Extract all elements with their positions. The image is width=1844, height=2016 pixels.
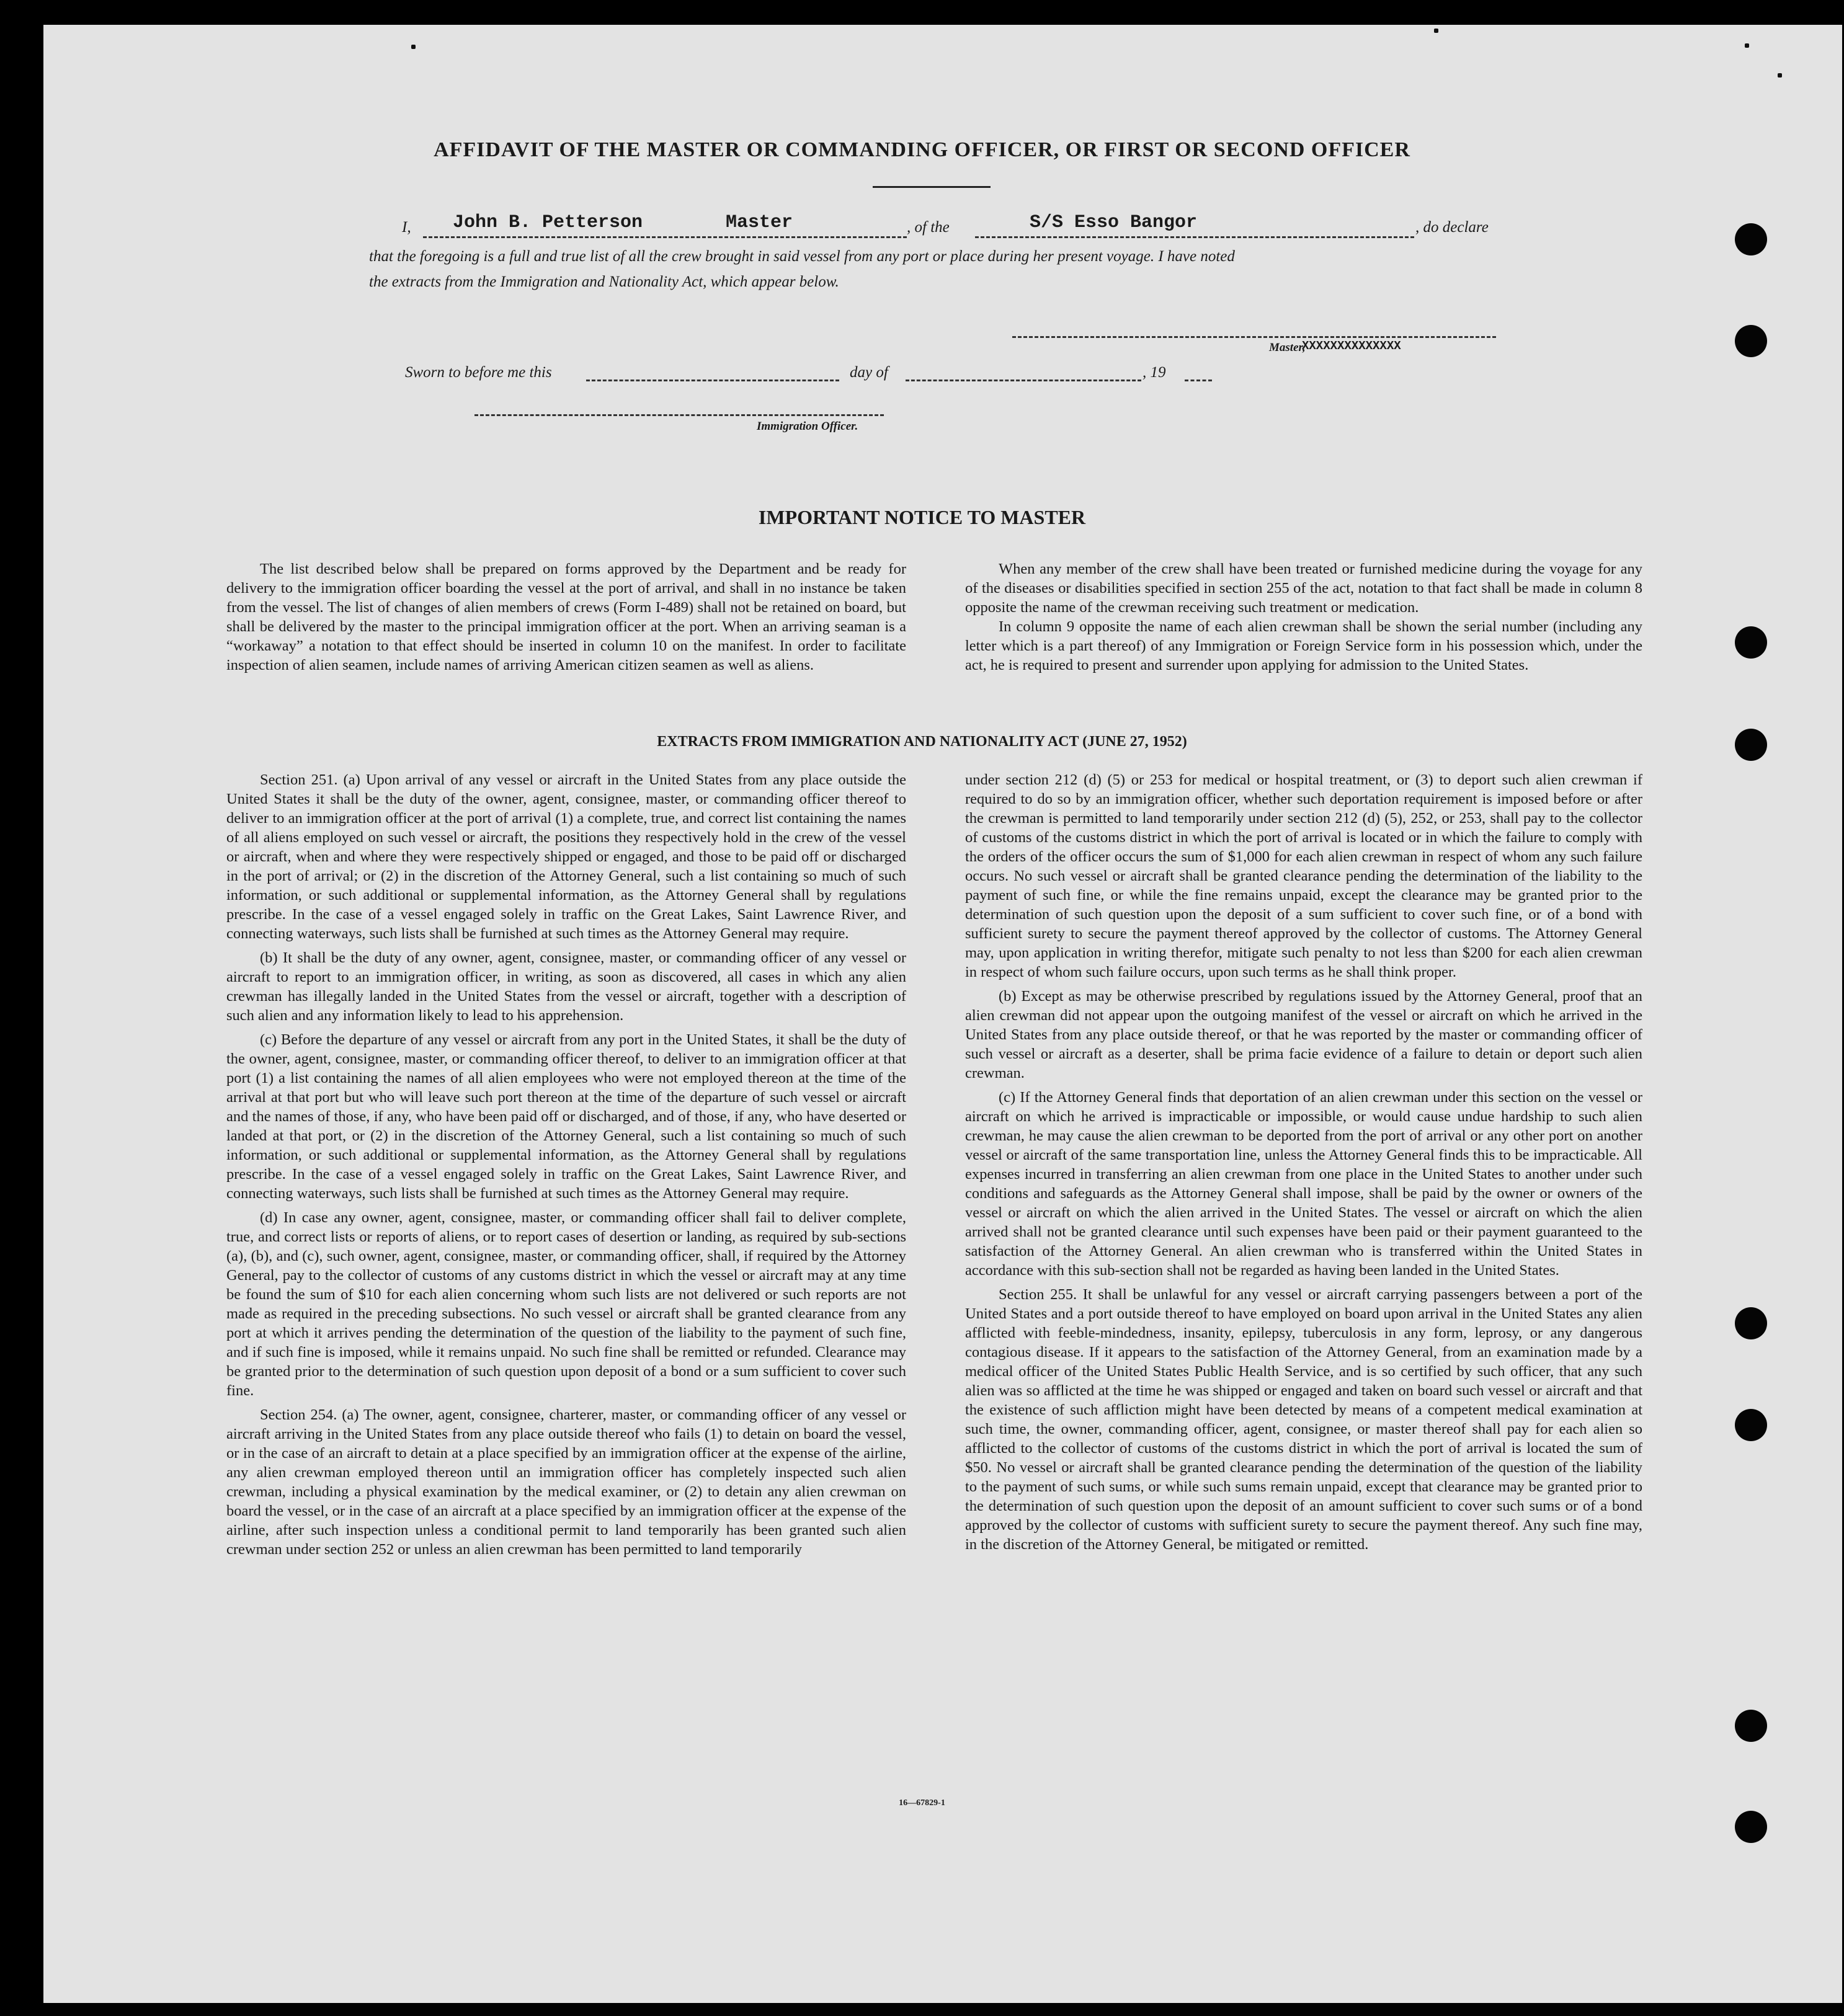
extract-paragraph: (c) If the Attorney General finds that deportation of an alien crewman under this section on the vessel or aircraft on which he arrived is impracticable or impossible, or would cause undue hardship to such alien crewman, he may cause the alien crewman to be deported from the port of arrival or any other port on another vessel or aircraft of the same transportation line, unless the Attorney General finds this to be impracticable. All expenses incurred in transferring an alien crewman from one place in the United States to another under such conditions and safeguards as the Attorney General shall impose, shall be paid by the owner or owners of the vessel or aircraft on which the alien arrived in the United States. The vessel or aircraft on which the alien arrived shall not be granted clearance until such expenses have been paid or their payment guaranteed to the satisfaction of the Attorney General. An alien crewman who is transferred within the United States in accordance with this sub-section shall not be regarded as having been landed in the United States.	[965, 1089, 1642, 1279]
notice-right-column	[965, 559, 1642, 680]
day-of-label: day of	[850, 364, 888, 381]
name-rank-field-line	[423, 236, 907, 238]
notice-paragraph: When any member of the crew shall have been treated or furnished medicine during the voyage for any of the diseases or disabilities specified in section 255 of the act, notation to that fact shall be made in column 8 opposite the name of the crewman receiving such treatment or medication.	[965, 561, 1642, 616]
rank-field: Master	[726, 212, 793, 233]
extracts-right-column	[965, 770, 1642, 1559]
sworn-year-field-line	[1185, 380, 1212, 381]
extracts-heading: EXTRACTS FROM IMMIGRATION AND NATIONALITY ACT (JUNE 27, 1952)	[657, 734, 1187, 750]
form-title: AFFIDAVIT OF THE MASTER OR COMMANDING OFFICER, OR FIRST OR SECOND OFFICER	[434, 138, 1410, 161]
extract-paragraph: Section 255. It shall be unlawful for any vessel or aircraft carrying passengers between a port of the United States and a port outside thereof to have employed on board upon arrival in the United States any alien afflicted with feeble-mindedness, insanity, epilepsy, tuberculosis in any form, leprosy, or any dangerous contagious disease. If it appears to the satisfaction of the Attorney General, from an examination made by a medical officer of the United States Public Health Service, and is so certified by such officer, that any such alien was so afflicted at the time he was shipped or engaged and taken on board such vessel or aircraft and that the existence of such affliction might have been detected by means of a competent medical examination at such time, the owner, commanding officer, agent, consignee, or master thereof shall pay for each alien so afflicted to the collector of customs of the customs district in which the port of arrival is located the sum of $50. No vessel or aircraft shall be granted clearance pending the determination of the question of the liability to the payment of such sums, or while such sums remain unpaid, except that clearance may be granted prior to the determination of such question upon the deposit of an amount sufficient to cover such sums or of a bond approved by the collector of customs with sufficient surety to secure the payment thereof. Any such fine may, in the discretion of the Attorney General, be mitigated or remitted.	[965, 1286, 1642, 1553]
scan-speck	[1745, 43, 1749, 48]
immigration-officer-signature-line	[474, 414, 884, 416]
do-declare-label: , do declare	[1415, 219, 1489, 236]
binder-hole	[1735, 1409, 1767, 1441]
sworn-day-field-line	[586, 380, 839, 381]
year-label: , 19	[1142, 364, 1166, 381]
binder-hole	[1735, 325, 1767, 357]
notice-paragraph: In column 9 opposite the name of each alien crewman shall be shown the serial number (including any letter which is a part thereof) of any Immigration or Foreign Service form in his possession which, under the act, he is required to present and surrender upon applying for admission to the United States.	[965, 618, 1642, 673]
extracts-left-column	[226, 770, 906, 1564]
master-signature-line	[1012, 336, 1496, 338]
extract-paragraph: (b) It shall be the duty of any owner, agent, consignee, master, or commanding officer of any vessel or aircraft to report to an immigration officer, in writing, as soon as discovered, all cases in which any alien crewman has illegally landed in the United States from the vessel or aircraft, together with a description of such alien and any information likely to lead to his apprehension.	[226, 949, 906, 1024]
notice-paragraph: The list described below shall be prepared on forms approved by the Department and be ready for delivery to the immigration officer boarding the vessel at the port of arrival, and shall in no instance be taken from the vessel. The list of changes of alien members of crews (Form I-489) shall not be retained on board, but shall be delivered by the master to the principal immigration officer at the port. When an arriving seaman is a “workaway” a notation to that effect should be inserted in column 10 on the manifest. In order to facilitate inspection of alien seamen, include names of arriving American citizen seamen as well as aliens.	[226, 561, 906, 673]
binder-hole	[1735, 626, 1767, 659]
scan-speck	[1778, 73, 1782, 78]
declaration-body-line-2: the extracts from the Immigration and Nationality Act, which appear below.	[369, 273, 839, 290]
extract-paragraph: (c) Before the departure of any vessel or aircraft from any port in the United States, it shall be the duty of the owner, agent, consignee, master, or commanding officer thereof, to deliver to an immigration officer at that port (1) a list containing the names of all alien employees who were not employed thereon at the time of the arrival at that port but who will leave such port thereon at the time of the departure of such vessel or aircraft and the names of those, if any, who have been paid off or discharged, and of those, if any, who have deserted or landed at that port, or (2) in the discretion of the Attorney General, such a list containing so much of such information, or such additional or supplemental information, as the Attorney General shall by regulations prescribe. In the case of a vessel engaged solely in traffic on the Great Lakes, Saint Lawrence River, and connecting waterways, such lists shall be furnished at such times as the Attorney General may require.	[226, 1031, 906, 1202]
scan-speck	[1434, 29, 1438, 33]
notice-heading: IMPORTANT NOTICE TO MASTER	[758, 506, 1086, 528]
vessel-field-line	[975, 236, 1414, 238]
binder-hole	[1735, 223, 1767, 255]
extract-paragraph: Section 251. (a) Upon arrival of any vessel or aircraft in the United States from any place outside the United States it shall be the duty of the owner, agent, consignee, master, or commanding officer thereof to deliver to an immigration officer at the port of arrival (1) a complete, true, and correct list containing the names of all aliens employed on such vessel or aircraft, the positions they respectively hold in the crew of the vessel or aircraft, when and where they were respectively shipped or engaged, and those to be paid off or discharged in the port of arrival; or (2) in the discretion of the Attorney General, such a list containing so much of such information, or such additional or supplemental information, as the Attorney General shall by regulations prescribe. In the case of a vessel engaged solely in traffic on the Great Lakes, Saint Lawrence River, and connecting waterways, such lists shall be furnished at such times as the Attorney General may require.	[226, 771, 906, 942]
master-signature-label: Master,	[1269, 341, 1306, 354]
immigration-officer-label: Immigration Officer.	[757, 420, 858, 433]
scan-speck	[411, 45, 416, 49]
form-number: 16—67829-1	[899, 1798, 945, 1808]
vessel-name-field: S/S Esso Bangor	[1030, 212, 1198, 233]
declaration-prefix: I,	[402, 219, 411, 236]
extract-paragraph: (d) In case any owner, agent, consignee, master, or commanding officer shall fail to deliver complete, true, and correct lists or reports of aliens, or to report cases of desertion or landing, as required by sub-sections (a), (b), and (c), such owner, agent, consignee, master, or commanding officer, shall, if required by the Attorney General, pay to the collector of customs of any customs district in which the vessel or aircraft may at any time be found the sum of $10 for each alien concerning whom such lists are not delivered or such reports are not made as required in the preceding subsections. No such vessel or aircraft shall be granted clearance from any port at which it arrives pending the determination of the question of the liability to the payment of such fine, and if such fine is imposed, while it remains unpaid. No such fine shall be remitted or refunded. Clearance may be granted prior to the determination of such question upon deposit of a bond or a sum sufficient to cover such fine.	[226, 1209, 906, 1399]
struck-out-title: XXXXXXXXXXXXXX	[1302, 339, 1401, 353]
declaration-body-line-1: that the foregoing is a full and true list of all the crew brought in said vessel from any port or place during her present voyage. I have noted	[369, 248, 1235, 265]
binder-hole	[1735, 1811, 1767, 1843]
binder-hole	[1735, 1710, 1767, 1742]
extract-paragraph: (b) Except as may be otherwise prescribed by regulations issued by the Attorney General, proof that an alien crewman did not appear upon the outgoing manifest of the vessel or aircraft on which he arrived in the United States from any place outside thereof, or that he was reported by the master or commanding officer of such vessel or aircraft as a deserter, shall be prima facie evidence of a failure to detain or deport such alien crewman.	[965, 988, 1642, 1081]
sworn-month-field-line	[906, 380, 1141, 381]
extract-paragraph: Section 254. (a) The owner, agent, consignee, charterer, master, or commanding officer of any vessel or aircraft arriving in the United States from any place outside thereof who fails (1) to detain on board the vessel, or in the case of an aircraft to detain at a place specified by an immigration officer at the expense of the airline, any alien crewman employed thereon until an immigration officer has completely inspected such alien crewman, including a physical examination by the medical examiner, or (2) to detain any alien crewman on board the vessel, or in the case of an aircraft at a place specified by an immigration officer at the expense of the airline, after such inspection unless a conditional permit to land temporarily has been granted such alien crewman under section 252 or unless an alien crewman has been permitted to land temporarily	[226, 1406, 906, 1558]
extract-paragraph: under section 212 (d) (5) or 253 for medical or hospital treatment, or (3) to deport such alien crewman if required to do so by an immigration officer, whether such deportation requirement is imposed before or after the crewman is permitted to land temporarily under section 212 (d) (5), 252, or 253, shall pay to the collector of customs of the customs district in which the port of arrival is located or in which the failure to comply with the orders of the officer occurs the sum of $1,000 for each alien crewman in respect of whom any such failure occurs. No such vessel or aircraft shall be granted clearance pending the determination of the liability to the payment of such fine, or while the fine remains unpaid, except the clearance may be granted prior to the determination of such question upon the deposit of a sum sufficient to cover such fine, or of a bond with sufficient surety to secure the payment thereof approved by the collector of customs. The Attorney General may, upon application in writing therefor, mitigate such penalty to not less than $200 for each alien crewman in respect of whom such failure occurs, upon such terms as he shall think proper.	[965, 771, 1642, 980]
binder-hole	[1735, 1307, 1767, 1339]
title-rule	[873, 186, 991, 188]
notice-left-column	[226, 559, 906, 680]
master-name-field: John B. Petterson	[453, 212, 643, 233]
sworn-prefix: Sworn to before me this	[405, 364, 552, 381]
of-the-label: , of the	[907, 219, 950, 236]
